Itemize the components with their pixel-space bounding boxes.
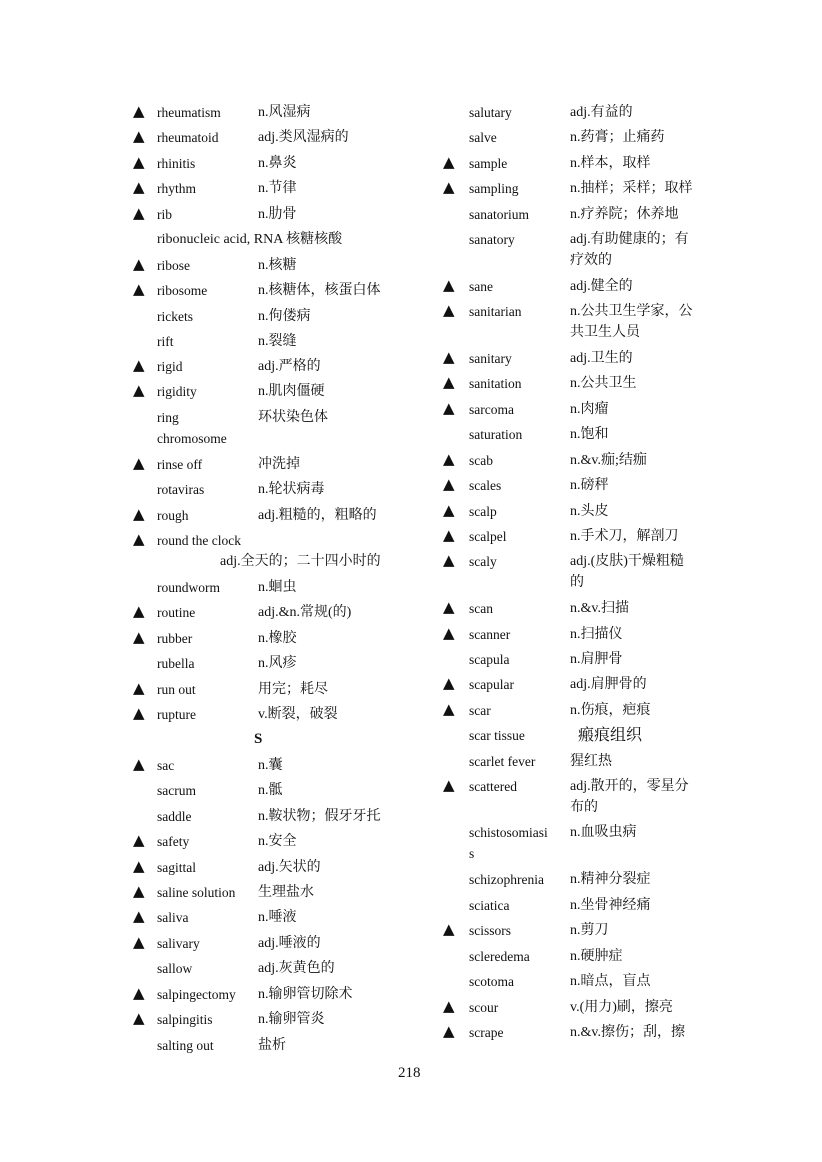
entry-term: run out — [157, 682, 196, 697]
entry-definition: n.唾液 — [258, 910, 297, 925]
entry-term: scarlet fever — [469, 754, 536, 769]
triangle-marker-icon: ▲ — [443, 1022, 455, 1040]
entry-definition: adj.卫生的 — [570, 351, 633, 366]
entry-term: sane — [469, 279, 493, 294]
entry-term: scour — [469, 1000, 499, 1015]
entry-term: scar — [469, 703, 491, 718]
entry-term: sac — [157, 758, 175, 773]
entry-term: sciatica — [469, 898, 510, 913]
entry-definition: n.&v.擦伤；刮，擦 — [570, 1025, 685, 1040]
entry-definition-continued: 布的 — [570, 800, 598, 815]
entry-term: scan — [469, 601, 493, 616]
entry-term: rough — [157, 508, 189, 523]
entry-definition: n.样本，取样 — [570, 156, 651, 171]
entry-term: rickets — [157, 309, 193, 324]
entry-term: salutary — [469, 105, 512, 120]
entry-term: schistosomiasi — [469, 825, 548, 840]
entry-term: scanner — [469, 627, 511, 642]
triangle-marker-icon: ▲ — [443, 475, 455, 493]
entry-definition: n.囊 — [258, 758, 283, 773]
triangle-marker-icon: ▲ — [443, 700, 455, 718]
entry-term: roundworm — [157, 580, 220, 595]
triangle-marker-icon: ▲ — [133, 102, 145, 120]
entry-definition: n.核糖 — [258, 258, 297, 273]
entry-definition: adj.唾液的 — [258, 936, 321, 951]
entry-term: scleredema — [469, 949, 530, 964]
entry-term: rotaviras — [157, 482, 205, 497]
triangle-marker-icon: ▲ — [133, 153, 145, 171]
entry-term: saddle — [157, 809, 192, 824]
entry-term: salpingitis — [157, 1012, 213, 1027]
triangle-marker-icon: ▲ — [443, 624, 455, 642]
entry-definition: 冲洗掉 — [258, 457, 300, 472]
entry-definition: adj.肩胛骨的 — [570, 677, 647, 692]
triangle-marker-icon: ▲ — [133, 857, 145, 875]
triangle-marker-icon: ▲ — [443, 373, 455, 391]
entry-term: rigid — [157, 359, 183, 374]
entry-term: routine — [157, 605, 196, 620]
triangle-marker-icon: ▲ — [443, 501, 455, 519]
entry-term: scotoma — [469, 974, 514, 989]
triangle-marker-icon: ▲ — [133, 628, 145, 646]
entry-term: ribose — [157, 258, 190, 273]
triangle-marker-icon: ▲ — [133, 1009, 145, 1027]
triangle-marker-icon: ▲ — [133, 882, 145, 900]
entry-term: scab — [469, 453, 493, 468]
triangle-marker-icon: ▲ — [443, 526, 455, 544]
entry-definition: adj.有助健康的；有 — [570, 232, 689, 247]
entry-definition: n.肌肉僵硬 — [258, 384, 325, 399]
entry-term: rubber — [157, 631, 193, 646]
triangle-marker-icon: ▲ — [443, 301, 455, 319]
entry-definition: n.公共卫生 — [570, 376, 637, 391]
entry-term-continued: chromosome — [157, 431, 227, 446]
entry-definition: n.手术刀，解剖刀 — [570, 529, 679, 544]
entry-term: safety — [157, 834, 190, 849]
entry-definition: n.饱和 — [570, 427, 609, 442]
entry-definition: n.药膏；止痛药 — [570, 130, 665, 145]
triangle-marker-icon: ▲ — [133, 933, 145, 951]
entry-term: scapula — [469, 652, 510, 667]
entry-definition: adj.严格的 — [258, 359, 321, 374]
entry-definition: n.佝偻病 — [258, 309, 311, 324]
entry-definition: n.&v.扫描 — [570, 601, 629, 616]
entry-definition: n.橡胶 — [258, 631, 297, 646]
triangle-marker-icon: ▲ — [443, 450, 455, 468]
entry-definition-continued: 的 — [570, 575, 584, 590]
entry-term: sanitation — [469, 376, 522, 391]
entry-definition: n.核糖体，核蛋白体 — [258, 283, 381, 298]
entry-definition: 环状染色体 — [258, 410, 328, 425]
entry-definition: n.伤痕，疤痕 — [570, 703, 651, 718]
triangle-marker-icon: ▲ — [133, 127, 145, 145]
entry-definition: n.&v.痂;结痂 — [570, 453, 647, 468]
triangle-marker-icon: ▲ — [443, 598, 455, 616]
entry-definition: 盐析 — [258, 1038, 286, 1053]
triangle-marker-icon: ▲ — [133, 356, 145, 374]
entry-term: scapular — [469, 677, 514, 692]
entry-term: sagittal — [157, 860, 196, 875]
triangle-marker-icon: ▲ — [443, 153, 455, 171]
entry-term: rhinitis — [157, 156, 196, 171]
entry-term: scrape — [469, 1025, 504, 1040]
entry-term: scar tissue — [469, 728, 525, 743]
entry-definition: n.鼻炎 — [258, 156, 297, 171]
triangle-marker-icon: ▲ — [133, 984, 145, 1002]
triangle-marker-icon: ▲ — [443, 776, 455, 794]
entry-term: sanatorium — [469, 207, 529, 222]
entry-term: rheumatism — [157, 105, 221, 120]
entry-definition: adj.&n.常规(的) — [258, 605, 352, 620]
entry-definition: n.鞍状物；假牙牙托 — [258, 809, 381, 824]
entry-definition: n.输卵管炎 — [258, 1012, 325, 1027]
triangle-marker-icon: ▲ — [133, 505, 145, 523]
entry-definition: n.肉瘤 — [570, 402, 609, 417]
entry-term-continued: s — [469, 846, 475, 861]
entry-term: scalp — [469, 504, 497, 519]
entry-term: sampling — [469, 181, 519, 196]
triangle-marker-icon: ▲ — [443, 276, 455, 294]
entry-definition: n.剪刀 — [570, 923, 609, 938]
entry-term: rift — [157, 334, 174, 349]
entry-definition: 猩红热 — [570, 754, 612, 769]
entry-definition: n.安全 — [258, 834, 297, 849]
entry-definition: n.轮状病毒 — [258, 482, 325, 497]
entry-definition: adj.健全的 — [570, 279, 633, 294]
triangle-marker-icon: ▲ — [443, 348, 455, 366]
entry-term: sanatory — [469, 232, 515, 247]
entry-term: salpingectomy — [157, 987, 236, 1002]
entry-term: saturation — [469, 427, 523, 442]
triangle-marker-icon: ▲ — [133, 907, 145, 925]
triangle-marker-icon: ▲ — [443, 674, 455, 692]
entry-term: salivary — [157, 936, 200, 951]
entry-term: scales — [469, 478, 502, 493]
entry-term: sanitary — [469, 351, 512, 366]
entry-term: saliva — [157, 910, 189, 925]
entry-definition: n.骶 — [258, 783, 283, 798]
entry-definition-wrapped: adj.全天的；二十四小时的 — [220, 554, 381, 569]
entry-definition: n.肋骨 — [258, 207, 297, 222]
triangle-marker-icon: ▲ — [443, 178, 455, 196]
entry-definition: n.坐骨神经痛 — [570, 898, 651, 913]
entry-definition: adj.(皮肤)干燥粗糙 — [570, 554, 684, 569]
entry-definition: adj.类风湿病的 — [258, 130, 349, 145]
triangle-marker-icon: ▲ — [443, 997, 455, 1015]
entry-term: sacrum — [157, 783, 196, 798]
entry-definition: n.风疹 — [258, 656, 297, 671]
entry-definition: n.抽样；采样；取样 — [570, 181, 693, 196]
triangle-marker-icon: ▲ — [133, 381, 145, 399]
entry-term: rheumatoid — [157, 130, 219, 145]
entry-definition: adj.灰黄色的 — [258, 961, 335, 976]
entry-definition: n.扫描仪 — [570, 627, 623, 642]
triangle-marker-icon: ▲ — [133, 704, 145, 722]
entry-term: sallow — [157, 961, 193, 976]
entry-definition-continued: 共卫生人员 — [570, 325, 640, 340]
triangle-marker-icon: ▲ — [133, 454, 145, 472]
entry-term: round the clock — [157, 533, 241, 548]
entry-definition: n.硬肿症 — [570, 949, 623, 964]
triangle-marker-icon: ▲ — [133, 280, 145, 298]
entry-term: scalpel — [469, 529, 507, 544]
entry-term: rib — [157, 207, 172, 222]
entry-term: ribosome — [157, 283, 208, 298]
entry-term: rubella — [157, 656, 195, 671]
entry-definition: n.暗点，盲点 — [570, 974, 651, 989]
entry-term: schizophrenia — [469, 872, 544, 887]
triangle-marker-icon: ▲ — [133, 204, 145, 222]
entry-definition-continued: 疗效的 — [570, 253, 612, 268]
entry-term: sarcoma — [469, 402, 514, 417]
entry-definition: n.血吸虫病 — [570, 825, 637, 840]
entry-definition: adj.矢状的 — [258, 860, 321, 875]
entry-term: rhythm — [157, 181, 196, 196]
entry-definition: n.蛔虫 — [258, 580, 297, 595]
entry-definition: adj.粗糙的，粗略的 — [258, 508, 377, 523]
entry-term: scattered — [469, 779, 517, 794]
entry-definition: n.磅秤 — [570, 478, 609, 493]
entry-full-line: ribonucleic acid, RNA 核糖核酸 — [157, 232, 343, 247]
entry-definition: n.肩胛骨 — [570, 652, 623, 667]
entry-definition: n.头皮 — [570, 504, 609, 519]
entry-term: rigidity — [157, 384, 197, 399]
triangle-marker-icon: ▲ — [443, 399, 455, 417]
triangle-marker-icon: ▲ — [133, 178, 145, 196]
triangle-marker-icon: ▲ — [133, 831, 145, 849]
entry-definition: n.疗养院；休养地 — [570, 207, 679, 222]
triangle-marker-icon: ▲ — [133, 530, 145, 548]
triangle-marker-icon: ▲ — [443, 551, 455, 569]
entry-term: ring — [157, 410, 179, 425]
entry-term: salting out — [157, 1038, 214, 1053]
entry-term: rupture — [157, 707, 196, 722]
entry-term: saline solution — [157, 885, 236, 900]
entry-definition: n.裂缝 — [258, 334, 297, 349]
entry-term: rinse off — [157, 457, 203, 472]
triangle-marker-icon: ▲ — [133, 255, 145, 273]
entry-term: salve — [469, 130, 497, 145]
triangle-marker-icon: ▲ — [133, 755, 145, 773]
entry-definition: n.精神分裂症 — [570, 872, 651, 887]
entry-definition: n.节律 — [258, 181, 297, 196]
entry-definition: 生理盐水 — [258, 885, 314, 900]
entry-definition: adj.散开的，零星分 — [570, 779, 689, 794]
entry-definition: 用完；耗尽 — [258, 682, 328, 697]
entry-definition: adj.有益的 — [570, 105, 633, 120]
entry-term: sample — [469, 156, 508, 171]
page-number: 218 — [398, 1065, 421, 1081]
entry-term: scaly — [469, 554, 497, 569]
entry-definition: n.输卵管切除术 — [258, 987, 353, 1002]
entry-definition: n.公共卫生学家，公 — [570, 304, 693, 319]
triangle-marker-icon: ▲ — [133, 679, 145, 697]
entry-definition: 瘢痕组织 — [578, 727, 643, 744]
section-heading: S — [254, 731, 263, 747]
triangle-marker-icon: ▲ — [133, 602, 145, 620]
entry-definition: v.(用力)刷，擦亮 — [570, 1000, 673, 1015]
entry-term: scissors — [469, 923, 512, 938]
triangle-marker-icon: ▲ — [443, 920, 455, 938]
entry-definition: v.断裂，破裂 — [258, 707, 338, 722]
entry-term: sanitarian — [469, 304, 522, 319]
entry-definition: n.风湿病 — [258, 105, 311, 120]
